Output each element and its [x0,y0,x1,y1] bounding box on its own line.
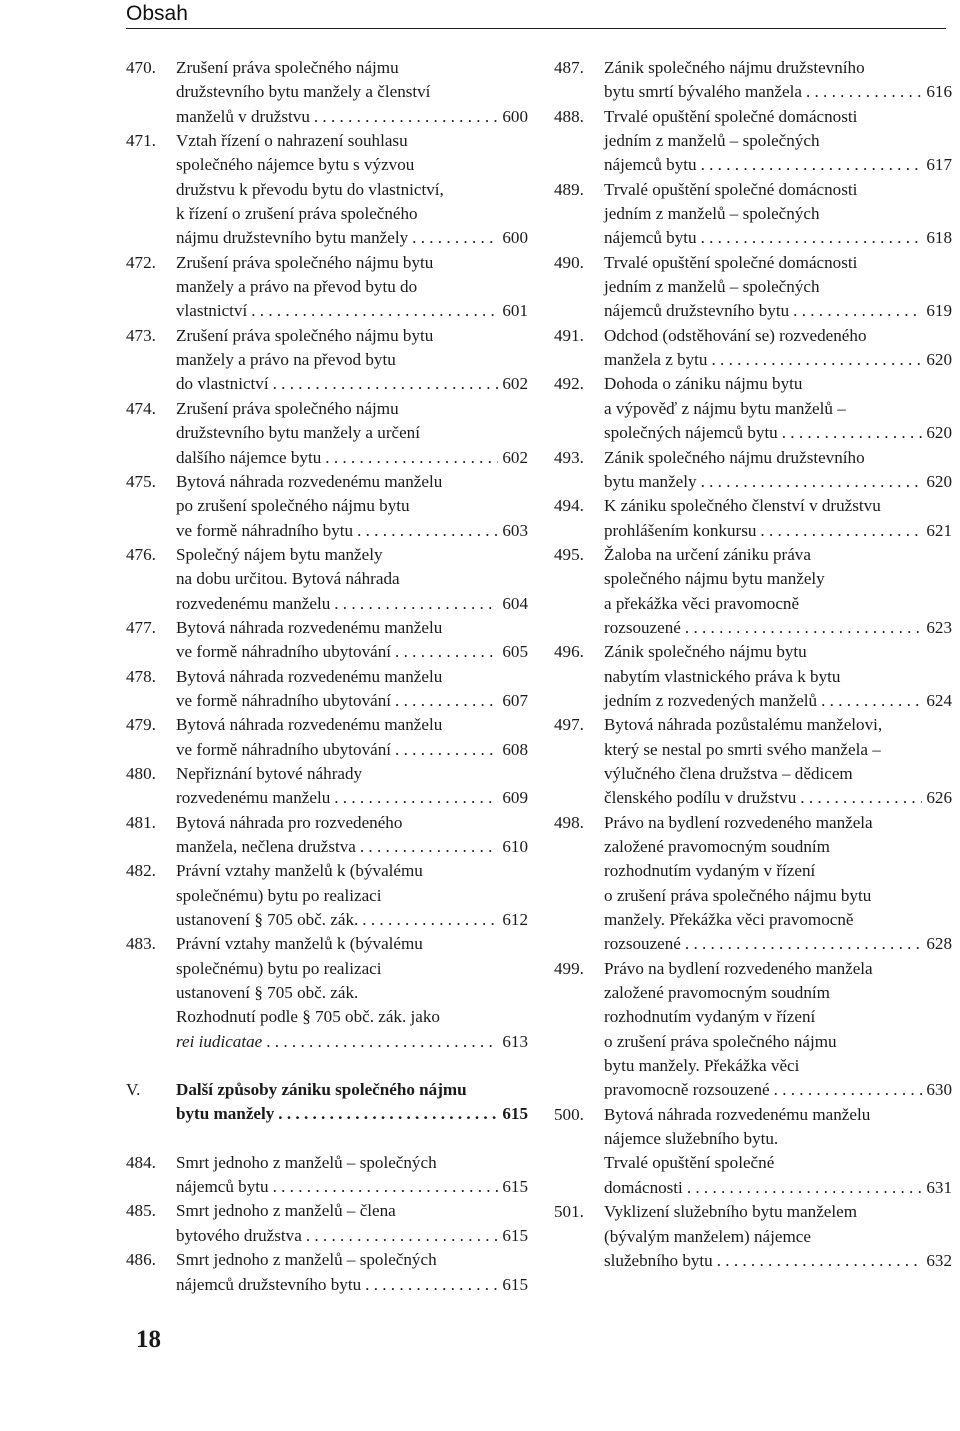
entry-title-line: manžely a právo na převod bytu [176,350,396,370]
entry-title-last: do vlastnictví [176,374,269,394]
leader-dots [701,226,923,250]
entry-title-line: Zánik společného nájmu družstevního [604,58,865,77]
leader-dots [273,1175,499,1199]
entry-title-last: ustanovení § 705 obč. zák. [176,910,359,930]
entry-title-last: dalšího nájemce bytu [176,447,322,467]
toc-entry[interactable] [554,324,952,373]
section-title-last-line [176,1102,528,1126]
entry-number: 499. [554,958,584,978]
entry-last-line [176,446,528,470]
entry-title-last: vlastnictví [176,301,248,321]
entry-last-line [604,421,952,445]
entry-title-line: (bývalým manželem) nájemce [604,1226,811,1246]
entry-title-line: Žaloba na určení zániku práva [604,544,811,564]
entry-last-line [176,592,528,616]
entry-page-number: 626 [926,788,952,808]
entry-number: 492. [554,374,584,394]
leader-dots [314,105,498,129]
entry-page-number: 623 [926,617,952,637]
entry-title-line: Bytová náhrada rozvedenému manželu [176,666,443,686]
leader-dots [360,835,498,859]
toc-entry[interactable] [126,1199,528,1248]
entry-last-line [176,835,528,859]
entry-title-line: který se nestal po smrti svého manžela – [604,739,881,759]
entry-title-line: o zrušení práva společného nájmu [604,1031,837,1051]
entry-number: 500. [554,1104,584,1124]
entry-title-last: společných nájemců bytu [604,423,778,443]
entry-title-line: Bytová náhrada rozvedenému manželu [604,1104,871,1124]
entry-page-number: 605 [502,642,528,662]
entry-last-line [604,786,952,810]
entry-title-line: a překážka věci pravomocně [604,593,800,613]
entry-page-number: 617 [926,155,952,175]
entry-page-number: 624 [926,690,952,710]
entry-last-line [176,519,528,543]
entry-title-last: bytu smrtí bývalého manžela [604,82,802,102]
entry-title-line: Vztah řízení o nahrazení souhlasu [176,131,408,151]
entry-last-line [604,519,952,543]
entry-title-last: nájemců družstevního bytu [604,301,790,321]
entry-title-line: Nepřiznání bytové náhrady [176,763,363,783]
entry-title-last: manželů v družstvu [176,106,310,126]
entry-number: 482. [126,861,156,881]
entry-title-line: Bytová náhrada rozvedenému manželu [176,471,443,491]
entry-title-line: Zánik společného nájmu bytu [604,642,807,662]
entry-last-line [604,932,952,956]
entry-title-line: a výpověď z nájmu bytu manželů – [604,398,846,418]
entry-last-line [176,689,528,713]
entry-last-line [604,226,952,250]
leader-dots [395,689,498,713]
entry-page-number: 615 [502,1274,528,1294]
entry-number: 471. [126,131,156,151]
entry-title-line: Zánik společného nájmu družstevního [604,447,865,467]
entry-last-line [176,786,528,810]
entry-title-line: nabytím vlastnického práva k bytu [604,666,841,686]
page-header-title: Obsah [126,2,188,25]
entry-page-number: 603 [502,520,528,540]
entry-last-line [176,226,528,250]
entry-page-number: 628 [926,934,952,954]
toc-entry[interactable] [554,640,952,713]
entry-number: 494. [554,496,584,516]
toc-entry[interactable] [126,713,528,762]
entry-last-line [604,80,952,104]
leader-dots [273,372,499,396]
entry-title-line: nájemce služebního bytu. [604,1129,779,1149]
entry-number: 490. [554,252,584,272]
entry-number: 488. [554,106,584,126]
entry-title-line: ustanovení § 705 obč. zák. [176,983,359,1003]
entry-number: 481. [126,812,156,832]
entry-number: 484. [126,1152,156,1172]
entry-page-number: 609 [502,788,528,808]
section-number: V. [126,1080,141,1100]
toc-entry[interactable] [554,713,952,810]
leader-dots [251,299,498,323]
entry-title-line: Smrt jednoho z manželů – člena [176,1201,396,1221]
entry-title-line: na dobu určitou. Bytová náhrada [176,569,400,589]
entry-page-number: 608 [502,739,528,759]
entry-title-last: rei iudicatae [176,1031,263,1051]
entry-title-last: ve formě náhradního bytu [176,520,354,540]
leader-dots [806,80,922,104]
entry-title-line: Právo na bydlení rozvedeného manžela [604,812,873,832]
toc-entry[interactable] [126,129,528,251]
entry-last-line [604,299,952,323]
toc-entry[interactable] [126,470,528,543]
entry-title-last: služebního bytu [604,1250,713,1270]
entry-last-line [176,738,528,762]
entry-number: 479. [126,715,156,735]
entry-last-line [176,105,528,129]
entry-title-last: bytového družstva [176,1225,302,1245]
entry-number: 496. [554,642,584,662]
entry-page-number: 620 [926,471,952,491]
toc-right-column [554,56,952,1273]
entry-title-line: Smrt jednoho z manželů – společných [176,1152,437,1172]
toc-entry[interactable] [554,811,952,957]
entry-page-number: 604 [502,593,528,613]
toc-entry[interactable] [126,1151,528,1200]
toc-entry[interactable] [126,543,528,616]
toc-entry[interactable] [126,1248,528,1297]
entry-last-line [176,1175,528,1199]
entry-page-number: 613 [502,1031,528,1051]
entry-title-line: Zrušení práva společného nájmu [176,58,399,77]
entry-title-line: Zrušení práva společného nájmu bytu [176,325,434,345]
entry-number: 470. [126,58,156,77]
entry-page-number: 632 [926,1250,952,1270]
entry-title-line: Právní vztahy manželů k (bývalému [176,861,423,881]
entry-title-line: jedním z manželů – společných [604,204,820,224]
leader-dots [701,470,923,494]
entry-title-last: nájemců bytu [604,155,697,175]
entry-number: 477. [126,617,156,637]
entry-number: 475. [126,471,156,491]
toc-entry[interactable] [126,56,528,129]
entry-number: 495. [554,544,584,564]
entry-number: 476. [126,544,156,564]
toc-entry[interactable] [126,811,528,860]
leader-dots [782,421,923,445]
toc-entry[interactable] [126,324,528,397]
entry-title-line: družstvu k převodu bytu do vlastnictví, [176,179,444,199]
entry-last-line [604,689,952,713]
entry-title-line: Trvalé opuštění společné [604,1153,775,1173]
entry-number: 483. [126,934,156,954]
entry-title-last: rozsouzené [604,934,681,954]
entry-last-line [604,153,952,177]
entry-page-number: 621 [926,520,952,540]
leader-dots [701,153,923,177]
entry-title-line: Trvalé opuštění společné domácnosti [604,252,858,272]
entry-title-last: jedním z rozvedených manželů [604,690,818,710]
toc-entry[interactable] [554,56,952,105]
toc-entry[interactable] [126,397,528,470]
leader-dots [774,1078,923,1102]
leader-dots [685,616,922,640]
entry-title-line: Dohoda o zániku nájmu bytu [604,374,803,394]
leader-dots [685,932,922,956]
toc-section-heading[interactable] [126,1078,528,1127]
entry-title-last: nájemců bytu [604,228,697,248]
toc-entry[interactable] [126,859,528,932]
entry-page-number: 631 [926,1177,952,1197]
entry-page-number: 615 [502,1225,528,1245]
entry-title-line: Společný nájem bytu manžely [176,544,383,564]
section-title-last: bytu manžely [176,1104,275,1124]
leader-dots [760,519,922,543]
entry-title-line: jedním z manželů – společných [604,277,820,297]
leader-dots [395,738,498,762]
leader-dots [365,1273,498,1297]
entry-title-line: Odchod (odstěhování se) rozvedeného [604,325,867,345]
entry-title-line: bytu manžely. Překážka věci [604,1056,800,1076]
entry-last-line [176,640,528,664]
entry-title-line: rozhodnutím vydaným v řízení [604,1007,816,1027]
entry-title-line: družstevního bytu manžely a určení [176,423,420,443]
entry-title-last: ve formě náhradního ubytování [176,690,392,710]
entry-last-line [604,1078,952,1102]
entry-number: 480. [126,763,156,783]
entry-number: 473. [126,325,156,345]
leader-dots [362,908,498,932]
entry-title-line: společnému) bytu po realizaci [176,958,382,978]
entry-title-last: rozsouzené [604,617,681,637]
entry-title-line: K zániku společného členství v družstvu [604,496,881,516]
entry-number: 493. [554,447,584,467]
section-page-number: 615 [502,1104,528,1124]
leader-dots [278,1102,498,1126]
entry-title-line: manžely a právo na převod bytu do [176,277,418,297]
entry-number: 489. [554,179,584,199]
entry-title-line: Zrušení práva společného nájmu [176,398,399,418]
entry-title-line: společného nájmu bytu manžely [604,569,825,589]
entry-title-last: bytu manžely [604,471,697,491]
entry-title-line: založené pravomocným soudním [604,837,830,856]
toc-entry[interactable] [554,251,952,324]
entry-number: 472. [126,252,156,272]
entry-page-number: 630 [926,1080,952,1100]
entry-title-line: Vyklizení služebního bytu manželem [604,1202,858,1222]
entry-last-line [604,470,952,494]
entry-title-line: po zrušení společného nájmu bytu [176,496,410,516]
leader-dots [266,1030,498,1054]
toc-entry[interactable] [554,372,952,445]
page-number: 18 [136,1326,161,1353]
entry-number: 487. [554,58,584,77]
leader-dots [395,640,498,664]
entry-number: 474. [126,398,156,418]
entry-page-number: 620 [926,423,952,443]
entry-page-number: 602 [502,374,528,394]
leader-dots [325,446,498,470]
entry-title-line: Trvalé opuštění společné domácnosti [604,179,858,199]
entry-last-line [604,348,952,372]
leader-dots [687,1176,923,1200]
toc-entry[interactable] [554,957,952,1103]
entry-page-number: 612 [502,910,528,930]
entry-title-line: rozhodnutím vydaným v řízení [604,861,816,881]
entry-last-line [604,1249,952,1273]
entry-page-number: 615 [502,1177,528,1197]
toc-left-column [126,56,528,1297]
toc-entry[interactable] [126,762,528,811]
section-title-line: Další způsoby zániku společného nájmu [176,1080,467,1100]
leader-dots [357,519,498,543]
entry-page-number: 601 [502,301,528,321]
entry-page-number: 600 [502,228,528,248]
leader-dots [821,689,922,713]
toc-entry[interactable] [126,251,528,324]
entry-title-last: manžela z bytu [604,350,708,370]
toc-entry[interactable] [554,1103,952,1200]
entry-title-line: o zrušení práva společného nájmu bytu [604,885,872,905]
entry-page-number: 619 [926,301,952,321]
entry-title-line: Bytová náhrada pozůstalému manželovi, [604,715,883,735]
entry-title-line: Právo na bydlení rozvedeného manžela [604,958,873,978]
entry-title-line: družstevního bytu manžely a členství [176,82,431,102]
entry-title-last: ve formě náhradního ubytování [176,739,392,759]
entry-last-line [176,372,528,396]
entry-last-line [176,1224,528,1248]
toc-entry[interactable] [126,616,528,665]
entry-page-number: 600 [502,106,528,126]
entry-title-last: ve formě náhradního ubytování [176,642,392,662]
toc-entry[interactable] [554,178,952,251]
leader-dots [800,786,922,810]
entry-title-line: společnému) bytu po realizaci [176,885,382,905]
entry-title-last: nájmu družstevního bytu manžely [176,228,409,248]
entry-title-last: prohlášením konkursu [604,520,757,540]
leader-dots [334,592,498,616]
entry-title-line: Bytová náhrada rozvedenému manželu [176,715,443,735]
leader-dots [306,1224,499,1248]
entry-title-line: k řízení o zrušení práva společného [176,204,418,224]
entry-last-line [176,1273,528,1297]
toc-entry[interactable] [554,446,952,495]
entry-last-line [604,1176,952,1200]
leader-dots [711,348,922,372]
leader-dots [793,299,922,323]
entry-number: 486. [126,1250,156,1270]
toc-entry[interactable] [554,1200,952,1273]
leader-dots [717,1249,923,1273]
entry-number: 497. [554,715,584,735]
entry-title-line: založené pravomocným soudním [604,983,830,1003]
entry-page-number: 602 [502,447,528,467]
entry-title-line: Smrt jednoho z manželů – společných [176,1250,437,1270]
toc-entry[interactable] [126,932,528,1054]
toc-entry[interactable] [126,665,528,714]
entry-page-number: 607 [502,690,528,710]
leader-dots [334,786,498,810]
entry-title-line: společného nájemce bytu s výzvou [176,155,415,175]
entry-title-last: nájemců bytu [176,1177,269,1197]
entry-page-number: 616 [926,82,952,102]
entry-number: 491. [554,325,584,345]
entry-page-number: 618 [926,228,952,248]
entry-last-line [176,1030,528,1054]
entry-last-line [176,299,528,323]
entry-title-line: Zrušení práva společného nájmu bytu [176,252,434,272]
entry-title-line: Trvalé opuštění společné domácnosti [604,106,858,126]
entry-last-line [176,908,528,932]
toc-entry[interactable] [554,494,952,543]
entry-title-line: jedním z manželů – společných [604,131,820,151]
entry-title-last: nájemců družstevního bytu [176,1274,362,1294]
entry-title-last: manžela, nečlena družstva [176,837,356,856]
entry-last-line [604,616,952,640]
entry-title-line: Bytová náhrada rozvedenému manželu [176,617,443,637]
entry-number: 498. [554,812,584,832]
entry-title-last: pravomocně rozsouzené [604,1080,770,1100]
entry-title-line: Bytová náhrada pro rozvedeného [176,812,403,832]
toc-entry[interactable] [554,105,952,178]
entry-number: 485. [126,1201,156,1221]
entry-title-line: Rozhodnutí podle § 705 obč. zák. jako [176,1007,440,1027]
entry-title-last: domácnosti [604,1177,683,1197]
entry-title-last: členského podílu v družstvu [604,788,797,808]
header-rule [126,28,946,29]
entry-page-number: 610 [502,837,528,856]
entry-title-last: rozvedenému manželu [176,593,331,613]
entry-title-line: manžely. Překážka věci pravomocně [604,910,854,930]
toc-entry[interactable] [554,543,952,640]
entry-number: 501. [554,1202,584,1222]
entry-title-last: rozvedenému manželu [176,788,331,808]
entry-title-line: Právní vztahy manželů k (bývalému [176,934,423,954]
entry-title-line: výlučného člena družstva – dědicem [604,763,853,783]
entry-page-number: 620 [926,350,952,370]
leader-dots [412,226,498,250]
entry-number: 478. [126,666,156,686]
